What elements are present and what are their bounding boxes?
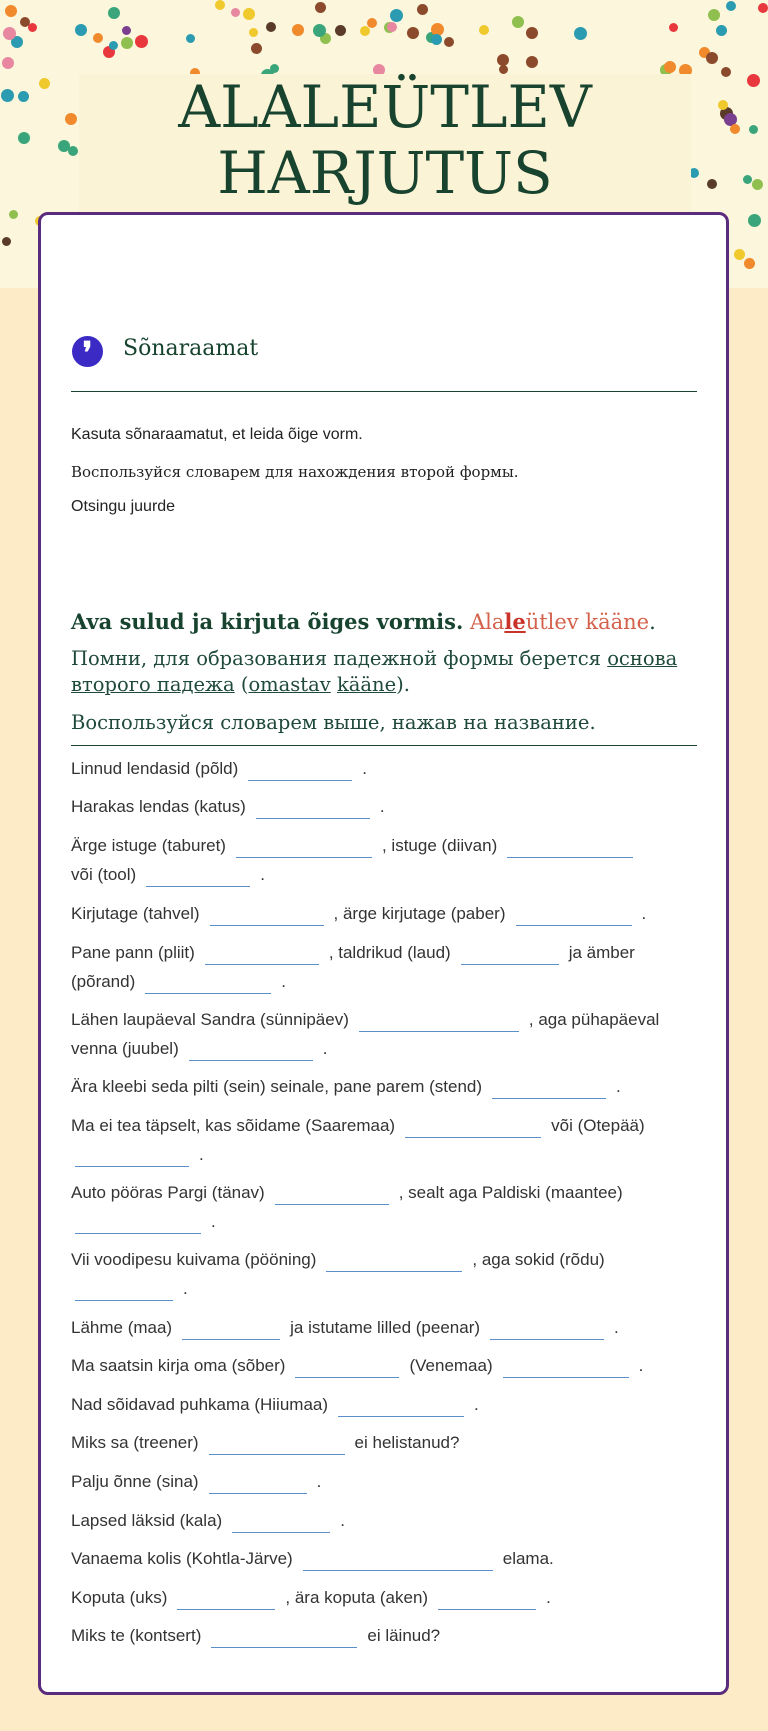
confetti-dot: [407, 27, 419, 39]
sentence-text: ei helistanud?: [354, 1433, 460, 1452]
sentence-text: , ära koputa (aken): [285, 1588, 429, 1607]
exercise-3-cont: [71, 863, 265, 887]
exercise-14: [71, 1431, 459, 1455]
confetti-dot: [93, 33, 103, 43]
answer-blank[interactable]: [189, 1038, 313, 1061]
answer-blank[interactable]: [295, 1355, 399, 1378]
sentence-text: Ma ei tea täpselt, kas sõidame (Saaremaa): [71, 1116, 396, 1135]
exercise-12: [71, 1354, 643, 1378]
sentence-text: ei läinud?: [367, 1626, 441, 1645]
confetti-dot: [75, 24, 87, 36]
case-name-c: ütlev kääne: [525, 610, 650, 634]
confetti-dot: [367, 18, 377, 28]
task-instruction: Ava sulud ja kirjuta õiges vormis.: [71, 609, 464, 634]
exercise-5: [71, 941, 635, 965]
confetti-dot: [726, 1, 736, 11]
exercise-9-cont: [71, 1210, 216, 1234]
confetti-dot: [9, 210, 18, 219]
exercise-17: [71, 1547, 554, 1571]
confetti-dot: [512, 16, 524, 28]
sentence-text: , taldrikud (laud): [328, 943, 451, 962]
confetti-dot: [747, 74, 760, 87]
confetti-dot: [360, 26, 370, 36]
sentence-text: , aga pühapäeval: [528, 1010, 660, 1029]
ru-hint-kaane: kääne: [336, 673, 397, 696]
sentence-text: Miks sa (treener): [71, 1433, 199, 1452]
confetti-dot: [479, 25, 489, 35]
page-title: [79, 74, 691, 206]
confetti-dot: [669, 23, 678, 32]
sentence-text: Ma saatsin kirja oma (sõber): [71, 1356, 286, 1375]
answer-blank[interactable]: [338, 1394, 464, 1417]
confetti-dot: [758, 3, 768, 13]
sentence-text: Nad sõidavad puhkama (Hiiumaa): [71, 1395, 329, 1414]
confetti-dot: [497, 54, 509, 66]
sentence-text: , sealt aga Paldiski (maantee): [398, 1183, 623, 1202]
confetti-dot: [243, 8, 255, 20]
confetti-dot: [749, 125, 758, 134]
sentence-text: Ärge istuge (taburet): [71, 836, 226, 855]
sentence-text: .: [616, 1077, 621, 1096]
sentence-text: .: [260, 865, 265, 884]
sentence-text: , istuge (diivan): [381, 836, 498, 855]
divider: [71, 391, 697, 392]
confetti-dot: [108, 7, 120, 19]
answer-blank[interactable]: [405, 1115, 541, 1138]
case-name: [470, 610, 649, 634]
confetti-dot: [721, 67, 731, 77]
page-title-line-1: ALALEÜTLEV: [178, 73, 592, 141]
sentence-text: .: [546, 1588, 551, 1607]
dictionary-title-link[interactable]: Sõnaraamat: [123, 336, 259, 361]
sentence-text: Ära kleebi seda pilti (sein) seinale, pane parem (stend): [71, 1077, 483, 1096]
answer-blank[interactable]: [236, 835, 372, 858]
sentence-text: Harakas lendas (katus): [71, 797, 246, 816]
confetti-dot: [231, 8, 240, 17]
answer-blank[interactable]: [326, 1249, 462, 1272]
exercise-18: [71, 1586, 551, 1610]
sentence-text: Vanaema kolis (Kohtla-Järve): [71, 1549, 293, 1568]
answer-blank[interactable]: [492, 1076, 606, 1099]
sentence-text: Vii voodipesu kuivama (pööning): [71, 1250, 317, 1269]
exercise-6: [71, 1008, 659, 1032]
sentence-text: .: [281, 972, 286, 991]
sentence-text: Linnud lendasid (põld): [71, 759, 239, 778]
confetti-dot: [752, 179, 763, 190]
sentence-text: Miks te (kontsert): [71, 1626, 202, 1645]
sentence-text: või (Otepää): [551, 1116, 645, 1135]
confetti-dot: [3, 27, 16, 40]
exercise-19: [71, 1624, 440, 1648]
ru-hint-3: (: [234, 673, 249, 696]
quote-icon: ❜: [72, 336, 103, 367]
sentence-text: Koputa (uks): [71, 1588, 168, 1607]
answer-blank[interactable]: [146, 864, 250, 887]
answer-blank[interactable]: [503, 1355, 629, 1378]
confetti-dot: [730, 124, 740, 134]
confetti-dot: [526, 27, 538, 39]
case-name-a: Ala: [469, 610, 505, 634]
sentence-text: .: [316, 1472, 322, 1491]
answer-blank[interactable]: [507, 835, 633, 858]
confetti-dot: [716, 25, 727, 36]
sentence-text: .: [641, 904, 647, 923]
confetti-dot: [20, 17, 30, 27]
confetti-dot: [2, 237, 11, 246]
ru-use-dictionary: Воспользуйся словарем выше, нажав на название.: [71, 711, 596, 734]
exercise-4: [71, 902, 646, 926]
exercise-13: [71, 1393, 479, 1417]
confetti-dot: [2, 57, 14, 69]
sentence-text: .: [211, 1212, 216, 1231]
ru-hint-stem: основа второго падежа: [71, 647, 678, 696]
sentence-text: ja ämber: [568, 943, 635, 962]
answer-blank[interactable]: [210, 903, 324, 926]
sentence-text: elama.: [502, 1549, 554, 1568]
confetti-dot: [706, 52, 718, 64]
sentence-text: .: [362, 759, 368, 778]
exercise-11: [71, 1316, 619, 1340]
confetti-dot: [251, 43, 262, 54]
answer-blank[interactable]: [145, 971, 271, 994]
confetti-dot: [417, 4, 428, 15]
confetti-dot: [748, 214, 761, 227]
confetti-dot: [186, 34, 195, 43]
answer-blank[interactable]: [461, 942, 559, 965]
answer-blank[interactable]: [209, 1471, 307, 1494]
confetti-dot: [743, 175, 752, 184]
confetti-dot: [109, 41, 118, 50]
confetti-dot: [707, 179, 717, 189]
answer-blank[interactable]: [490, 1317, 604, 1340]
ru-hint: [71, 646, 711, 698]
confetti-dot: [315, 2, 326, 13]
answer-blank[interactable]: [177, 1587, 275, 1610]
confetti-dot: [734, 249, 745, 260]
answer-blank[interactable]: [209, 1432, 345, 1455]
answer-blank[interactable]: [75, 1278, 173, 1301]
sentence-text: (põrand): [71, 972, 136, 991]
answer-blank[interactable]: [75, 1211, 201, 1234]
confetti-dot: [526, 56, 538, 68]
answer-blank[interactable]: [211, 1625, 357, 1648]
sentence-text: Auto pööras Pargi (tänav): [71, 1183, 265, 1202]
sentence-text: .: [340, 1511, 345, 1530]
confetti-dot: [215, 0, 225, 10]
sentence-text: (Venemaa): [409, 1356, 493, 1375]
answer-blank[interactable]: [256, 796, 370, 819]
sentence-text: Lähen laupäeval Sandra (sünnipäev): [71, 1010, 349, 1029]
case-dot: .: [649, 610, 656, 634]
answer-blank[interactable]: [275, 1182, 389, 1205]
answer-blank[interactable]: [182, 1317, 280, 1340]
sentence-text: või (tool): [71, 865, 137, 884]
confetti-dot: [121, 37, 133, 49]
sentence-text: .: [614, 1318, 619, 1337]
sentence-text: .: [199, 1145, 204, 1164]
confetti-dot: [292, 24, 304, 36]
page-title-line-2: HARJUTUS: [217, 139, 553, 207]
exercise-15: [71, 1470, 321, 1494]
case-name-ending: le: [504, 609, 526, 634]
answer-blank[interactable]: [438, 1587, 536, 1610]
ru-hint-1: Помни, для образования падежной формы берется: [71, 647, 608, 670]
sentence-text: , aga sokid (rõdu): [472, 1250, 605, 1269]
answer-blank[interactable]: [516, 903, 632, 926]
exercise-9: [71, 1181, 623, 1205]
sentence-text: venna (juubel): [71, 1039, 179, 1058]
answer-blank[interactable]: [75, 1144, 189, 1167]
exercise-7: [71, 1075, 621, 1099]
answer-blank[interactable]: [359, 1009, 519, 1032]
sentence-text: .: [322, 1039, 328, 1058]
sentence-text: .: [183, 1279, 188, 1298]
sentence-text: Kirjutage (tahvel): [71, 904, 200, 923]
sentence-text: Palju õnne (sina): [71, 1472, 199, 1491]
confetti-dot: [266, 22, 276, 32]
dictionary-hint-et: Kasuta sõnaraamatut, et leida õige vorm.: [71, 426, 363, 443]
confetti-dot: [18, 91, 29, 102]
sentence-text: .: [474, 1395, 479, 1414]
exercise-8-cont: [71, 1143, 204, 1167]
sentence-text: .: [379, 797, 385, 816]
confetti-dot: [313, 24, 326, 37]
sentence-text: Lähme (maa): [71, 1318, 173, 1337]
confetti-dot: [390, 9, 403, 22]
answer-blank[interactable]: [248, 758, 352, 781]
answer-blank[interactable]: [303, 1548, 493, 1571]
confetti-dot: [387, 22, 397, 32]
confetti-dot: [335, 25, 346, 36]
confetti-dot: [718, 100, 728, 110]
confetti-dot: [444, 37, 454, 47]
confetti-dot: [744, 258, 755, 269]
sentence-text: Lapsed läksid (kala): [71, 1511, 223, 1530]
sentence-text: , ärge kirjutage (paber): [333, 904, 506, 923]
sentence-text: .: [638, 1356, 644, 1375]
exercise-5-cont: [71, 970, 286, 994]
dictionary-hint-ru: Воспользуйся словарем для нахождения второй формы.: [71, 463, 519, 481]
exercise-10-cont: [71, 1277, 188, 1301]
confetti-dot: [431, 34, 442, 45]
confetti-dot: [18, 132, 30, 144]
exercise-1: [71, 757, 367, 781]
ru-hint-7: ).: [396, 673, 410, 696]
divider: [71, 745, 697, 746]
confetti-dot: [664, 61, 676, 73]
exercise-3: [71, 834, 643, 858]
confetti-dot: [1, 89, 14, 102]
ru-hint-omastav: omastav: [248, 673, 331, 696]
search-link[interactable]: Otsingu juurde: [71, 498, 176, 515]
confetti-dot: [5, 5, 17, 17]
confetti-dot: [65, 113, 77, 125]
task-heading: [71, 608, 656, 636]
confetti-dot: [574, 27, 587, 40]
confetti-dot: [135, 35, 148, 48]
sentence-text: ja istutame lilled (peenar): [290, 1318, 481, 1337]
confetti-dot: [68, 146, 78, 156]
answer-blank[interactable]: [232, 1510, 330, 1533]
confetti-dot: [708, 9, 720, 21]
answer-blank[interactable]: [205, 942, 319, 965]
exercise-6-cont: [71, 1037, 327, 1061]
exercise-10: [71, 1248, 605, 1272]
confetti-dot: [249, 28, 258, 37]
confetti-dot: [122, 26, 131, 35]
sentence-text: Pane pann (pliit): [71, 943, 195, 962]
confetti-dot: [39, 78, 50, 89]
exercise-16: [71, 1509, 345, 1533]
exercise-2: [71, 795, 385, 819]
exercise-8: [71, 1114, 645, 1138]
